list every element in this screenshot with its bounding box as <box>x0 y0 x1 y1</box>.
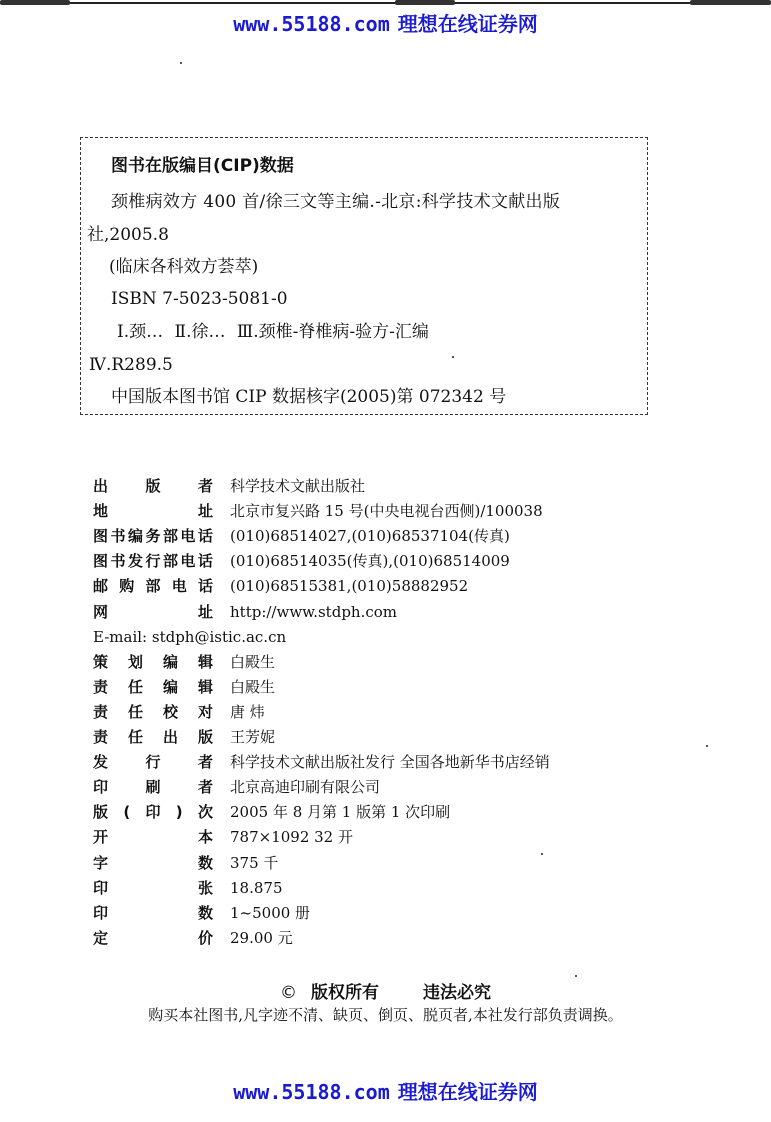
publication-label-char: 价 <box>197 928 213 947</box>
publication-label <box>93 525 213 547</box>
publication-label-char: 行 <box>145 552 161 571</box>
publication-label-char: ) <box>175 803 183 822</box>
publication-label-char: 版 <box>197 728 213 746</box>
publication-label-char: 策 <box>93 652 109 671</box>
publication-label-char: 发 <box>93 753 109 772</box>
publication-label-char: 校 <box>162 702 178 721</box>
publication-label <box>93 776 213 798</box>
publication-value: 王芳妮 <box>230 728 276 746</box>
publication-label-char: 编 <box>127 527 143 546</box>
publication-label-char: 刷 <box>145 778 161 797</box>
publication-label-char: 编 <box>162 677 178 696</box>
top-border <box>0 0 771 6</box>
publication-label-char: 数 <box>197 853 213 872</box>
publication-label-char: 者 <box>197 477 213 495</box>
publication-label <box>93 902 213 924</box>
publication-value: 白殿生 <box>230 677 276 696</box>
speck <box>706 745 708 747</box>
publication-label <box>93 651 213 673</box>
speck <box>575 975 577 977</box>
publication-value: 北京市复兴路 15 号(中央电视台西侧)/100038 <box>230 502 543 521</box>
publication-label-char: 版 <box>93 803 109 822</box>
publication-value: 18.875 <box>230 878 283 897</box>
publication-label <box>93 475 213 497</box>
publication-label-char: 电 <box>171 577 187 596</box>
copyright-line <box>0 978 771 1003</box>
watermark-top[interactable] <box>0 8 771 37</box>
publication-value: 北京高迪印刷有限公司 <box>230 778 381 797</box>
cip-number: 中国版本图书馆 CIP 数据核字(2005)第 072342 号 <box>111 387 507 407</box>
publication-label-char: 辑 <box>197 677 213 696</box>
publication-value: 科学技术文献出版社 <box>230 477 366 495</box>
publication-value: 29.00 元 <box>230 928 293 947</box>
publication-label-char: 图 <box>93 527 109 546</box>
publication-label <box>93 676 213 698</box>
publication-label-char: 任 <box>127 728 143 746</box>
publication-label-char: 书 <box>110 552 126 571</box>
publication-label-char: 购 <box>119 577 135 596</box>
watermark-url[interactable]: www.55188.com <box>233 12 390 36</box>
publication-label-char: 次 <box>197 803 213 822</box>
publication-label-char: 话 <box>197 577 213 596</box>
cip-title: 图书在版编目(CIP)数据 <box>111 156 294 176</box>
publication-label-char: 定 <box>93 928 109 947</box>
publication-label-char: 邮 <box>93 577 109 596</box>
cip-series: (临床各科效方荟萃) <box>109 257 259 277</box>
publication-value: 1~5000 册 <box>230 903 311 922</box>
publication-label-char: 书 <box>110 527 126 546</box>
publication-label <box>93 852 213 874</box>
publication-label-char: 者 <box>197 778 213 797</box>
publication-label-char: 任 <box>127 677 143 696</box>
publication-label-char: 出 <box>93 477 109 495</box>
publication-label <box>93 726 213 748</box>
publication-value: 375 千 <box>230 853 279 872</box>
cip-data-box <box>80 137 648 415</box>
publication-label-char: 网 <box>93 602 109 621</box>
publication-label-char: 责 <box>93 702 109 721</box>
speck <box>452 356 454 358</box>
publication-label-char: 出 <box>162 728 178 746</box>
publication-label-char: 字 <box>93 853 109 872</box>
publication-value: 唐 炜 <box>230 702 265 721</box>
watermark-site-name: 理想在线证券网 <box>397 12 538 36</box>
publication-label-char: 责 <box>93 677 109 696</box>
publication-label-char: 话 <box>197 552 213 571</box>
publication-label-char: ( <box>123 803 131 822</box>
watermark-site-name: 理想在线证券网 <box>397 1080 538 1104</box>
publication-label <box>93 826 213 848</box>
publication-label-char: 地 <box>93 502 109 521</box>
speck <box>541 853 543 855</box>
publication-label <box>93 801 213 823</box>
cip-line-2: 社,2005.8 <box>87 225 169 245</box>
copyright-rights: 版权所有 <box>311 983 379 1003</box>
publication-label <box>93 701 213 723</box>
publication-value: (010)68515381,(010)58882952 <box>230 577 469 596</box>
publication-label-char: 对 <box>197 702 213 721</box>
publication-label-char: 任 <box>127 702 143 721</box>
publication-label-char: 辑 <box>197 652 213 671</box>
copyright-notice: 购买本社图书,凡字迹不清、缺页、倒页、脱页者,本社发行部负责调换。 <box>148 1006 623 1024</box>
publication-label-char: 址 <box>197 502 213 521</box>
publication-label <box>93 877 213 899</box>
publication-label <box>93 500 213 522</box>
publication-label-char: 者 <box>197 753 213 772</box>
cip-line-1: 颈椎病效方 400 首/徐三文等主编.-北京:科学技术文献出版 <box>111 192 561 212</box>
publication-value: 787×1092 32 开 <box>230 828 353 847</box>
publication-label-char: 电 <box>180 552 196 571</box>
publication-label <box>93 550 213 572</box>
publication-label-char: 行 <box>145 753 161 772</box>
publication-label-char: 发 <box>127 552 143 571</box>
watermark-bottom[interactable] <box>0 1076 771 1105</box>
publication-value: 白殿生 <box>230 652 276 671</box>
publication-label-char: 部 <box>162 527 178 546</box>
publication-label <box>93 751 213 773</box>
publication-label-char: 图 <box>93 552 109 571</box>
publication-label-char: 划 <box>127 652 143 671</box>
publication-label <box>93 575 213 597</box>
publication-label-char: 印 <box>93 903 109 922</box>
publication-label-char: 印 <box>145 803 161 822</box>
publication-label-char: 印 <box>93 778 109 797</box>
watermark-url[interactable]: www.55188.com <box>233 1080 390 1104</box>
publication-label-char: 部 <box>162 552 178 571</box>
speck <box>180 62 182 64</box>
publication-label-char: 址 <box>197 602 213 621</box>
publication-value: http://www.stdph.com <box>230 602 397 621</box>
cip-isbn: ISBN 7-5023-5081-0 <box>111 289 288 309</box>
publication-label-char: 务 <box>145 527 161 546</box>
publication-value: (010)68514027,(010)68537104(传真) <box>230 527 510 546</box>
publication-label-char: 开 <box>93 828 109 847</box>
publication-label-char: 编 <box>162 652 178 671</box>
publication-value: (010)68514035(传真),(010)68514009 <box>230 552 510 571</box>
publication-label-char: 张 <box>197 878 213 897</box>
cip-classification-2: Ⅳ.R289.5 <box>89 355 173 375</box>
publication-value: 科学技术文献出版社发行 全国各地新华书店经销 <box>230 753 550 772</box>
publication-label-char: 话 <box>197 527 213 546</box>
publication-email: E-mail: stdph@istic.ac.cn <box>93 627 287 646</box>
cip-classification: Ⅰ.颈… Ⅱ.徐… Ⅲ.颈椎-脊椎病-验方-汇编 <box>117 322 429 342</box>
publication-value: 2005 年 8 月第 1 版第 1 次印刷 <box>230 803 451 822</box>
publication-label-char: 版 <box>145 477 161 495</box>
publication-label-char: 电 <box>180 527 196 546</box>
publication-label-char: 数 <box>197 903 213 922</box>
publication-label-char: 责 <box>93 728 109 746</box>
publication-label-char: 部 <box>145 577 161 596</box>
copyright-icon: © <box>280 983 297 1003</box>
publication-label <box>93 927 213 949</box>
copyright-piracy: 违法必究 <box>423 983 491 1003</box>
publication-label <box>93 601 213 623</box>
publication-label-char: 印 <box>93 878 109 897</box>
publication-label-char: 本 <box>197 828 213 847</box>
